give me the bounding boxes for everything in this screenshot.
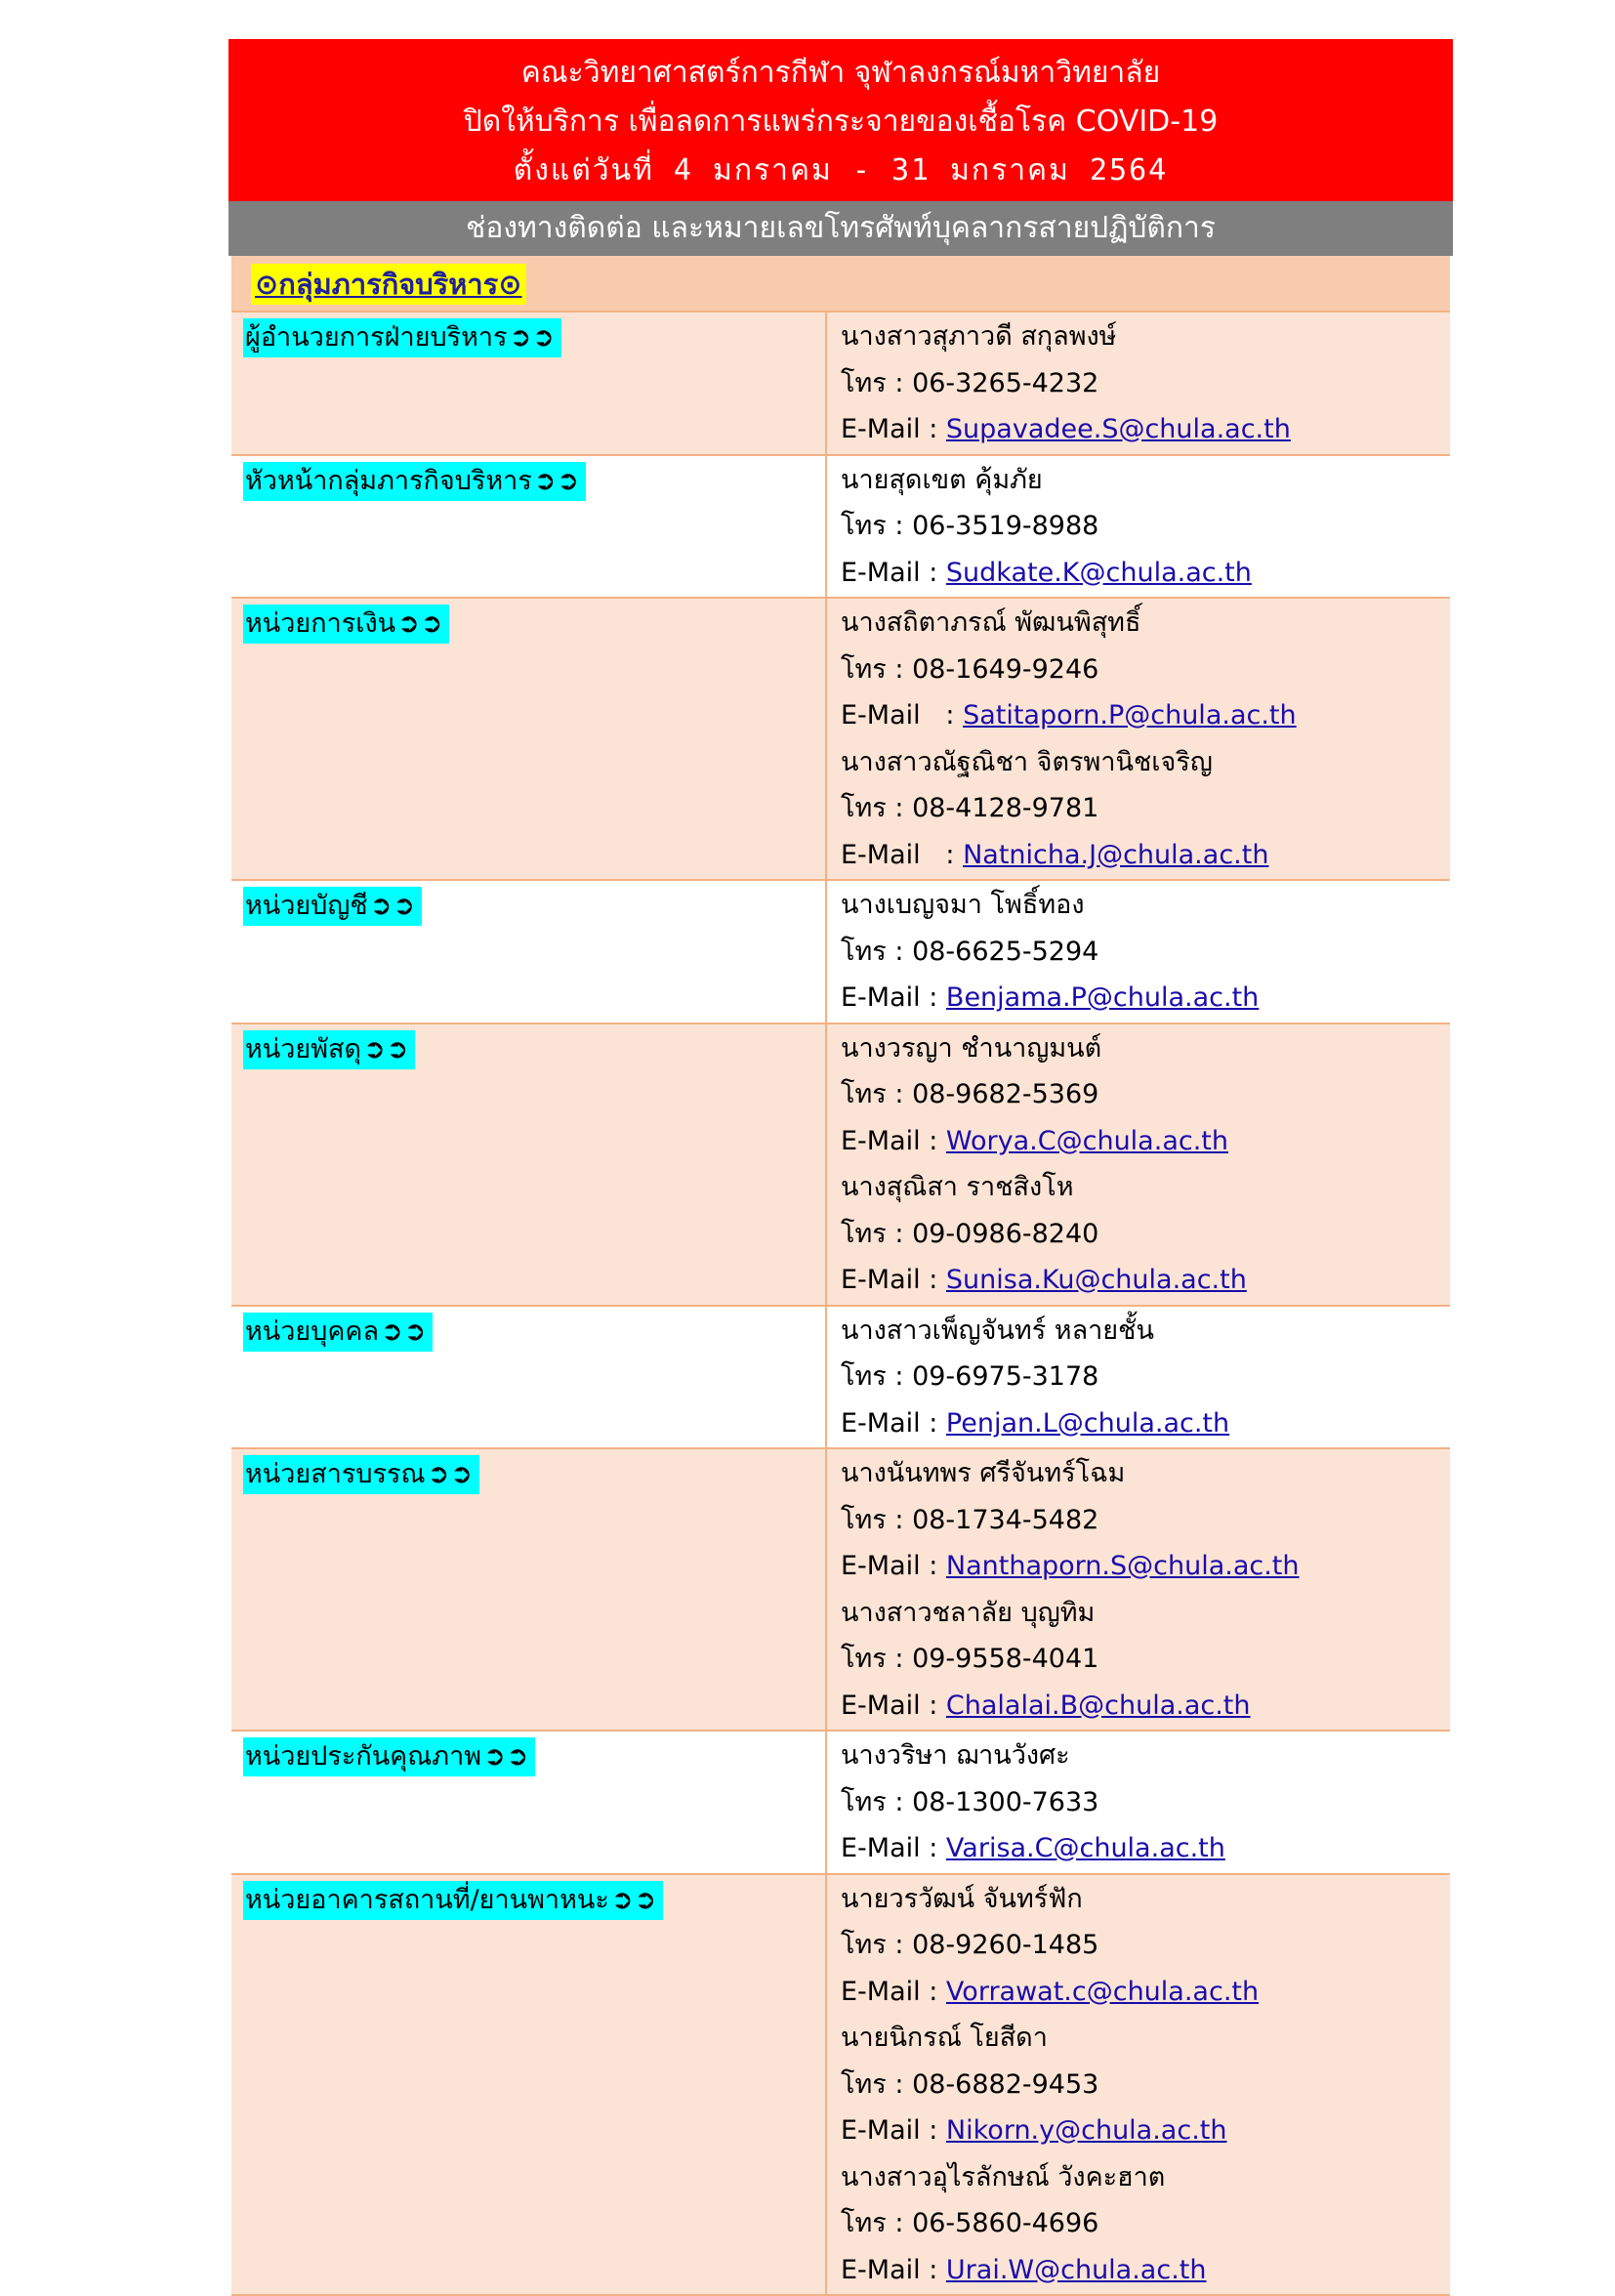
- phone-number: 09-0986-8240: [912, 1219, 1098, 1249]
- phone-label: โทร :: [841, 368, 912, 398]
- phone-label: โทร :: [841, 1219, 912, 1249]
- unit-label: [243, 605, 449, 644]
- arrow-icon: ➲➲: [483, 1741, 529, 1772]
- phone-label: โทร :: [841, 2069, 912, 2100]
- unit-row: [231, 456, 1450, 600]
- unit-name: หัวหน้ากลุ่มภารกิจบริหาร: [245, 466, 532, 496]
- contact-name: นางวรญา ชำนาญมนต์: [841, 1025, 1450, 1072]
- unit-row: [231, 881, 1450, 1024]
- email-link[interactable]: Sunisa.Ku@chula.ac.th: [946, 1265, 1247, 1295]
- contact-email-line: [841, 1543, 1450, 1590]
- email-link[interactable]: Vorrawat.c@chula.ac.th: [946, 1977, 1259, 2007]
- contact-cell: [827, 456, 1450, 598]
- unit-name-cell: [231, 599, 827, 879]
- phone-number: 08-4128-9781: [912, 793, 1098, 823]
- contact-email-line: [841, 1118, 1450, 1165]
- title-line-1: คณะวิทยาศาสตร์การกีฬา จุฬาลงกรณ์มหาวิทยาลัย: [228, 49, 1453, 98]
- subtitle-banner: ช่องทางติดต่อ และหมายเลขโทรศัพท์บุคลากรสายปฏิบัติการ: [228, 201, 1453, 256]
- contact-name: นางนันทพร ศรีจันทร์โฉม: [841, 1450, 1450, 1497]
- contact-name: นางเบญจมา โพธิ์ทอง: [841, 882, 1450, 929]
- arrow-icon: ➲➲: [510, 322, 556, 353]
- email-link[interactable]: Worya.C@chula.ac.th: [946, 1126, 1228, 1156]
- phone-label: โทร :: [841, 793, 912, 823]
- unit-name: หน่วยอาคารสถานที่/ยานพาหนะ: [245, 1885, 609, 1915]
- contact-name: นางสถิตาภรณ์ พัฒนพิสุทธิ์: [841, 600, 1450, 647]
- email-label: E-Mail :: [841, 414, 946, 444]
- unit-name: หน่วยพัสดุ: [245, 1034, 361, 1065]
- phone-number: 08-6882-9453: [912, 2069, 1098, 2100]
- email-link[interactable]: Urai.W@chula.ac.th: [946, 2255, 1207, 2285]
- unit-name: หน่วยบุคคล: [245, 1316, 379, 1347]
- unit-row: [231, 1307, 1450, 1450]
- contact-email-line: [841, 975, 1450, 1022]
- email-label: E-Mail :: [841, 2255, 946, 2285]
- email-label: E-Mail :: [841, 1265, 946, 1295]
- contact-email-line: [841, 1683, 1450, 1730]
- email-label: E-Mail :: [841, 1977, 946, 2007]
- phone-label: โทร :: [841, 937, 912, 967]
- contact-phone-line: [841, 2200, 1450, 2247]
- contact-name: นางสุณิสา ราชสิงโห: [841, 1164, 1450, 1211]
- unit-row: [231, 313, 1450, 456]
- phone-number: 06-3265-4232: [912, 368, 1098, 398]
- unit-name-cell: [231, 313, 827, 454]
- email-label: E-Mail :: [841, 1551, 946, 1581]
- unit-row: [231, 1732, 1450, 1875]
- unit-row: [231, 599, 1450, 881]
- email-link[interactable]: Varisa.C@chula.ac.th: [946, 1833, 1225, 1863]
- contact-phone-line: [841, 360, 1450, 407]
- phone-number: 08-1734-5482: [912, 1505, 1098, 1535]
- contact-email-line: [841, 1825, 1450, 1872]
- phone-number: 08-1300-7633: [912, 1787, 1098, 1817]
- email-label: E-Mail :: [841, 1408, 946, 1439]
- email-link[interactable]: Sudkate.K@chula.ac.th: [946, 558, 1252, 588]
- email-label: E-Mail :: [841, 1126, 946, 1156]
- email-label: E-Mail :: [841, 1833, 946, 1863]
- unit-label: [243, 1030, 415, 1069]
- arrow-icon: ➲➲: [534, 466, 580, 496]
- unit-label: [243, 1313, 433, 1352]
- contact-phone-line: [841, 2062, 1450, 2108]
- contact-name: นางสาวณัฐณิชา จิตรพานิชเจริญ: [841, 739, 1450, 786]
- contact-email-line: [841, 1969, 1450, 2016]
- contact-email-line: [841, 406, 1450, 453]
- contact-phone-line: [841, 1497, 1450, 1544]
- arrow-icon: ➲➲: [611, 1885, 657, 1915]
- contact-email-line: [841, 692, 1450, 739]
- unit-name: หน่วยการเงิน: [245, 608, 395, 639]
- unit-name: หน่วยสารบรรณ: [245, 1459, 426, 1489]
- contact-cell: [827, 1875, 1450, 2295]
- contact-phone-line: [841, 503, 1450, 550]
- contact-email-line: [841, 1400, 1450, 1447]
- email-link[interactable]: Nanthaporn.S@chula.ac.th: [946, 1551, 1300, 1581]
- email-label: E-Mail :: [841, 840, 963, 870]
- unit-label: [243, 887, 422, 926]
- title-line-3: ตั้งแต่วันที่ 4 มกราคม - 31 มกราคม 2564: [228, 146, 1453, 195]
- contact-cell: [827, 313, 1450, 454]
- phone-label: โทร :: [841, 511, 912, 541]
- unit-name-cell: [231, 1732, 827, 1873]
- phone-number: 08-9682-5369: [912, 1079, 1098, 1109]
- phone-label: โทร :: [841, 654, 912, 685]
- arrow-icon: ➲➲: [363, 1034, 409, 1065]
- arrow-icon: ➲➲: [428, 1459, 474, 1489]
- contact-name: นางสาวชลาลัย บุญทิม: [841, 1590, 1450, 1637]
- contact-email-line: [841, 2247, 1450, 2294]
- contact-cell: [827, 881, 1450, 1023]
- phone-label: โทร :: [841, 1079, 912, 1109]
- contact-phone-line: [841, 1211, 1450, 1258]
- unit-label: [243, 1737, 535, 1776]
- phone-number: 09-9558-4041: [912, 1644, 1098, 1674]
- email-label: E-Mail :: [841, 558, 946, 588]
- phone-number: 06-5860-4696: [912, 2208, 1098, 2238]
- email-label: E-Mail :: [841, 1691, 946, 1721]
- contact-email-line: [841, 832, 1450, 879]
- unit-name-cell: [231, 1307, 827, 1448]
- contact-phone-line: [841, 647, 1450, 693]
- email-link[interactable]: Penjan.L@chula.ac.th: [946, 1408, 1229, 1439]
- document-page: [228, 39, 1453, 2296]
- email-link[interactable]: Natnicha.J@chula.ac.th: [963, 840, 1268, 870]
- unit-row: [231, 1449, 1450, 1732]
- contact-name: นายนิกรณ์ โยสีดา: [841, 2015, 1450, 2062]
- contact-table: [228, 313, 1453, 2296]
- phone-label: โทร :: [841, 1361, 912, 1392]
- arrow-icon: ➲➲: [370, 891, 416, 921]
- unit-name-cell: [231, 1449, 827, 1730]
- unit-label: [243, 1881, 663, 1920]
- email-link[interactable]: Chalalai.B@chula.ac.th: [946, 1691, 1251, 1721]
- phone-label: โทร :: [841, 1930, 912, 1960]
- contact-name: นายวรวัฒน์ จันทร์ฟัก: [841, 1876, 1450, 1923]
- unit-name-cell: [231, 881, 827, 1023]
- unit-row: [231, 1024, 1450, 1307]
- arrow-icon: ➲➲: [397, 608, 443, 639]
- unit-name-cell: [231, 456, 827, 598]
- section-header: [231, 256, 1450, 313]
- contact-name: นางสาวอุไรลักษณ์ วังคะฮาต: [841, 2154, 1450, 2201]
- email-link[interactable]: Nikorn.y@chula.ac.th: [946, 2115, 1227, 2146]
- contact-cell: [827, 1732, 1450, 1873]
- unit-label: [243, 1455, 479, 1494]
- title-line-2: ปิดให้บริการ เพื่อลดการแพร่กระจายของเชื้อโรค COVID-19: [228, 98, 1453, 146]
- phone-label: โทร :: [841, 1644, 912, 1674]
- contact-phone-line: [841, 1354, 1450, 1400]
- contact-cell: [827, 1307, 1450, 1448]
- email-link[interactable]: Supavadee.S@chula.ac.th: [946, 414, 1291, 444]
- contact-email-line: [841, 550, 1450, 597]
- phone-label: โทร :: [841, 2208, 912, 2238]
- contact-phone-line: [841, 929, 1450, 976]
- unit-name: หน่วยประกันคุณภาพ: [245, 1741, 481, 1772]
- contact-phone-line: [841, 785, 1450, 832]
- contact-cell: [827, 1024, 1450, 1305]
- contact-cell: [827, 599, 1450, 879]
- unit-name: หน่วยบัญชี: [245, 891, 368, 921]
- contact-name: นางสาวเพ็ญจันทร์ หลายชั้น: [841, 1308, 1450, 1355]
- email-link[interactable]: Satitaporn.P@chula.ac.th: [963, 700, 1297, 731]
- unit-label: [243, 318, 561, 357]
- phone-number: 08-1649-9246: [912, 654, 1098, 685]
- phone-number: 09-6975-3178: [912, 1361, 1098, 1392]
- email-label: E-Mail :: [841, 2115, 946, 2146]
- unit-name-cell: [231, 1024, 827, 1305]
- unit-row: [231, 1875, 1450, 2296]
- contact-phone-line: [841, 1071, 1450, 1118]
- contact-email-line: [841, 2108, 1450, 2154]
- phone-label: โทร :: [841, 1787, 912, 1817]
- contact-phone-line: [841, 1779, 1450, 1826]
- phone-number: 08-9260-1485: [912, 1930, 1098, 1960]
- phone-number: 08-6625-5294: [912, 937, 1098, 967]
- contact-email-line: [841, 1257, 1450, 1304]
- email-link[interactable]: Benjama.P@chula.ac.th: [946, 982, 1259, 1013]
- phone-label: โทร :: [841, 1505, 912, 1535]
- section-title: ⊙กลุ่มภารกิจบริหาร⊙: [251, 264, 526, 305]
- email-label: E-Mail :: [841, 700, 963, 731]
- contact-name: นางสาวสุภาวดี สกุลพงษ์: [841, 313, 1450, 360]
- contact-phone-line: [841, 1636, 1450, 1683]
- arrow-icon: ➲➲: [381, 1316, 427, 1347]
- phone-number: 06-3519-8988: [912, 511, 1098, 541]
- contact-name: นางวริษา ฌานวังศะ: [841, 1732, 1450, 1779]
- unit-label: [243, 462, 586, 501]
- unit-name-cell: [231, 1875, 827, 2295]
- email-label: E-Mail :: [841, 982, 946, 1013]
- contact-name: นายสุดเขต คุ้มภัย: [841, 457, 1450, 504]
- title-banner: [228, 39, 1453, 201]
- unit-name: ผู้อำนวยการฝ่ายบริหาร: [245, 322, 508, 353]
- contact-phone-line: [841, 1922, 1450, 1969]
- contact-cell: [827, 1449, 1450, 1730]
